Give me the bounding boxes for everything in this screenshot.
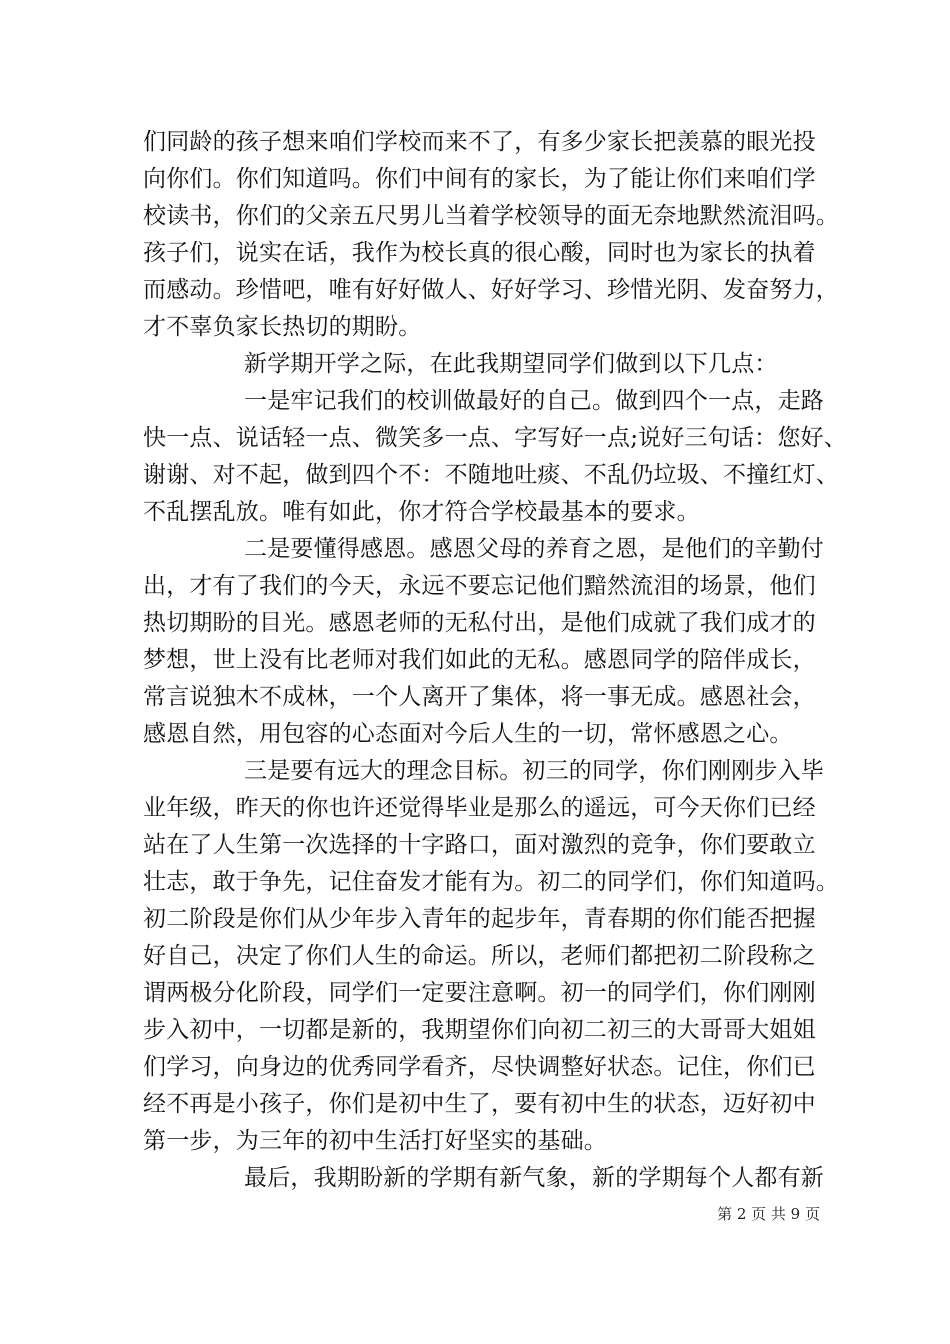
paragraph-first-line: 二是要懂得感恩。感恩父母的养育之恩，是他们的辛勤付 bbox=[244, 536, 824, 562]
text-line: 初二阶段是你们从少年步入青年的起步年，青春期的你们能否把握 bbox=[143, 906, 816, 932]
text-line: 常言说独木不成林，一个人离开了集体，将一事无成。感恩社会， bbox=[143, 684, 816, 710]
text-line: 壮志，敢于争先，记住奋发才能有为。初二的同学们，你们知道吗。 bbox=[143, 869, 839, 895]
text-line: 步入初中，一切都是新的，我期望你们向初二初三的大哥哥大姐姐 bbox=[143, 1017, 816, 1043]
text-line: 才不辜负家长热切的期盼。 bbox=[143, 314, 422, 340]
text-line: 站在了人生第一次选择的十字路口，面对激烈的竞争，你们要敢立 bbox=[143, 832, 816, 858]
text-line: 校读书，你们的父亲五尺男儿当着学校领导的面无奈地默然流泪吗。 bbox=[143, 203, 839, 229]
text-line: 向你们。你们知道吗。你们中间有的家长，为了能让你们来咱们学 bbox=[143, 166, 816, 192]
text-line: 业年级，昨天的你也许还觉得毕业是那么的遥远，可今天你们已经 bbox=[143, 795, 816, 821]
text-line: 谢谢、对不起，做到四个不：不随地吐痰、不乱仍垃圾、不撞红灯、 bbox=[143, 462, 839, 488]
text-line: 们学习，向身边的优秀同学看齐，尽快调整好状态。记住，你们已 bbox=[143, 1054, 816, 1080]
text-line: 感恩自然，用包容的心态面对今后人生的一切，常怀感恩之心。 bbox=[143, 721, 793, 747]
paragraph-first-line: 一是牢记我们的校训做最好的自己。做到四个一点，走路 bbox=[244, 388, 824, 414]
text-line: 出，才有了我们的今天，永远不要忘记他们黯然流泪的场景，他们 bbox=[143, 573, 816, 599]
text-line: 们同龄的孩子想来咱们学校而来不了，有多少家长把羡慕的眼光投 bbox=[143, 129, 816, 155]
text-line: 孩子们，说实在话，我作为校长真的很心酸，同时也为家长的执着 bbox=[143, 240, 816, 266]
text-line: 热切期盼的目光。感恩老师的无私付出，是他们成就了我们成才的 bbox=[143, 610, 816, 636]
text-line: 第一步，为三年的初中生活打好坚实的基础。 bbox=[143, 1128, 607, 1154]
text-line: 快一点、说话轻一点、微笑多一点、字写好一点;说好三句话：您好、 bbox=[143, 425, 847, 451]
paragraph-first-line: 三是要有远大的理念目标。初三的同学，你们刚刚步入毕 bbox=[244, 758, 824, 784]
paragraph-first-line: 最后，我期盼新的学期有新气象，新的学期每个人都有新 bbox=[244, 1165, 824, 1191]
text-line: 经不再是小孩子，你们是初中生了，要有初中生的状态，迈好初中 bbox=[143, 1091, 816, 1117]
paragraph-first-line: 新学期开学之际，在此我期望同学们做到以下几点： bbox=[244, 351, 778, 377]
page-number-footer: 第 2 页 共 9 页 bbox=[717, 1205, 820, 1223]
text-line: 而感动。珍惜吧，唯有好好做人、好好学习、珍惜光阴、发奋努力， bbox=[143, 277, 839, 303]
text-line: 好自己，决定了你们人生的命运。所以，老师们都把初二阶段称之 bbox=[143, 943, 816, 969]
text-line: 梦想，世上没有比老师对我们如此的无私。感恩同学的陪伴成长， bbox=[143, 647, 816, 673]
text-line: 不乱摆乱放。唯有如此，你才符合学校最基本的要求。 bbox=[143, 499, 700, 525]
text-line: 谓两极分化阶段，同学们一定要注意啊。初一的同学们，你们刚刚 bbox=[143, 980, 816, 1006]
